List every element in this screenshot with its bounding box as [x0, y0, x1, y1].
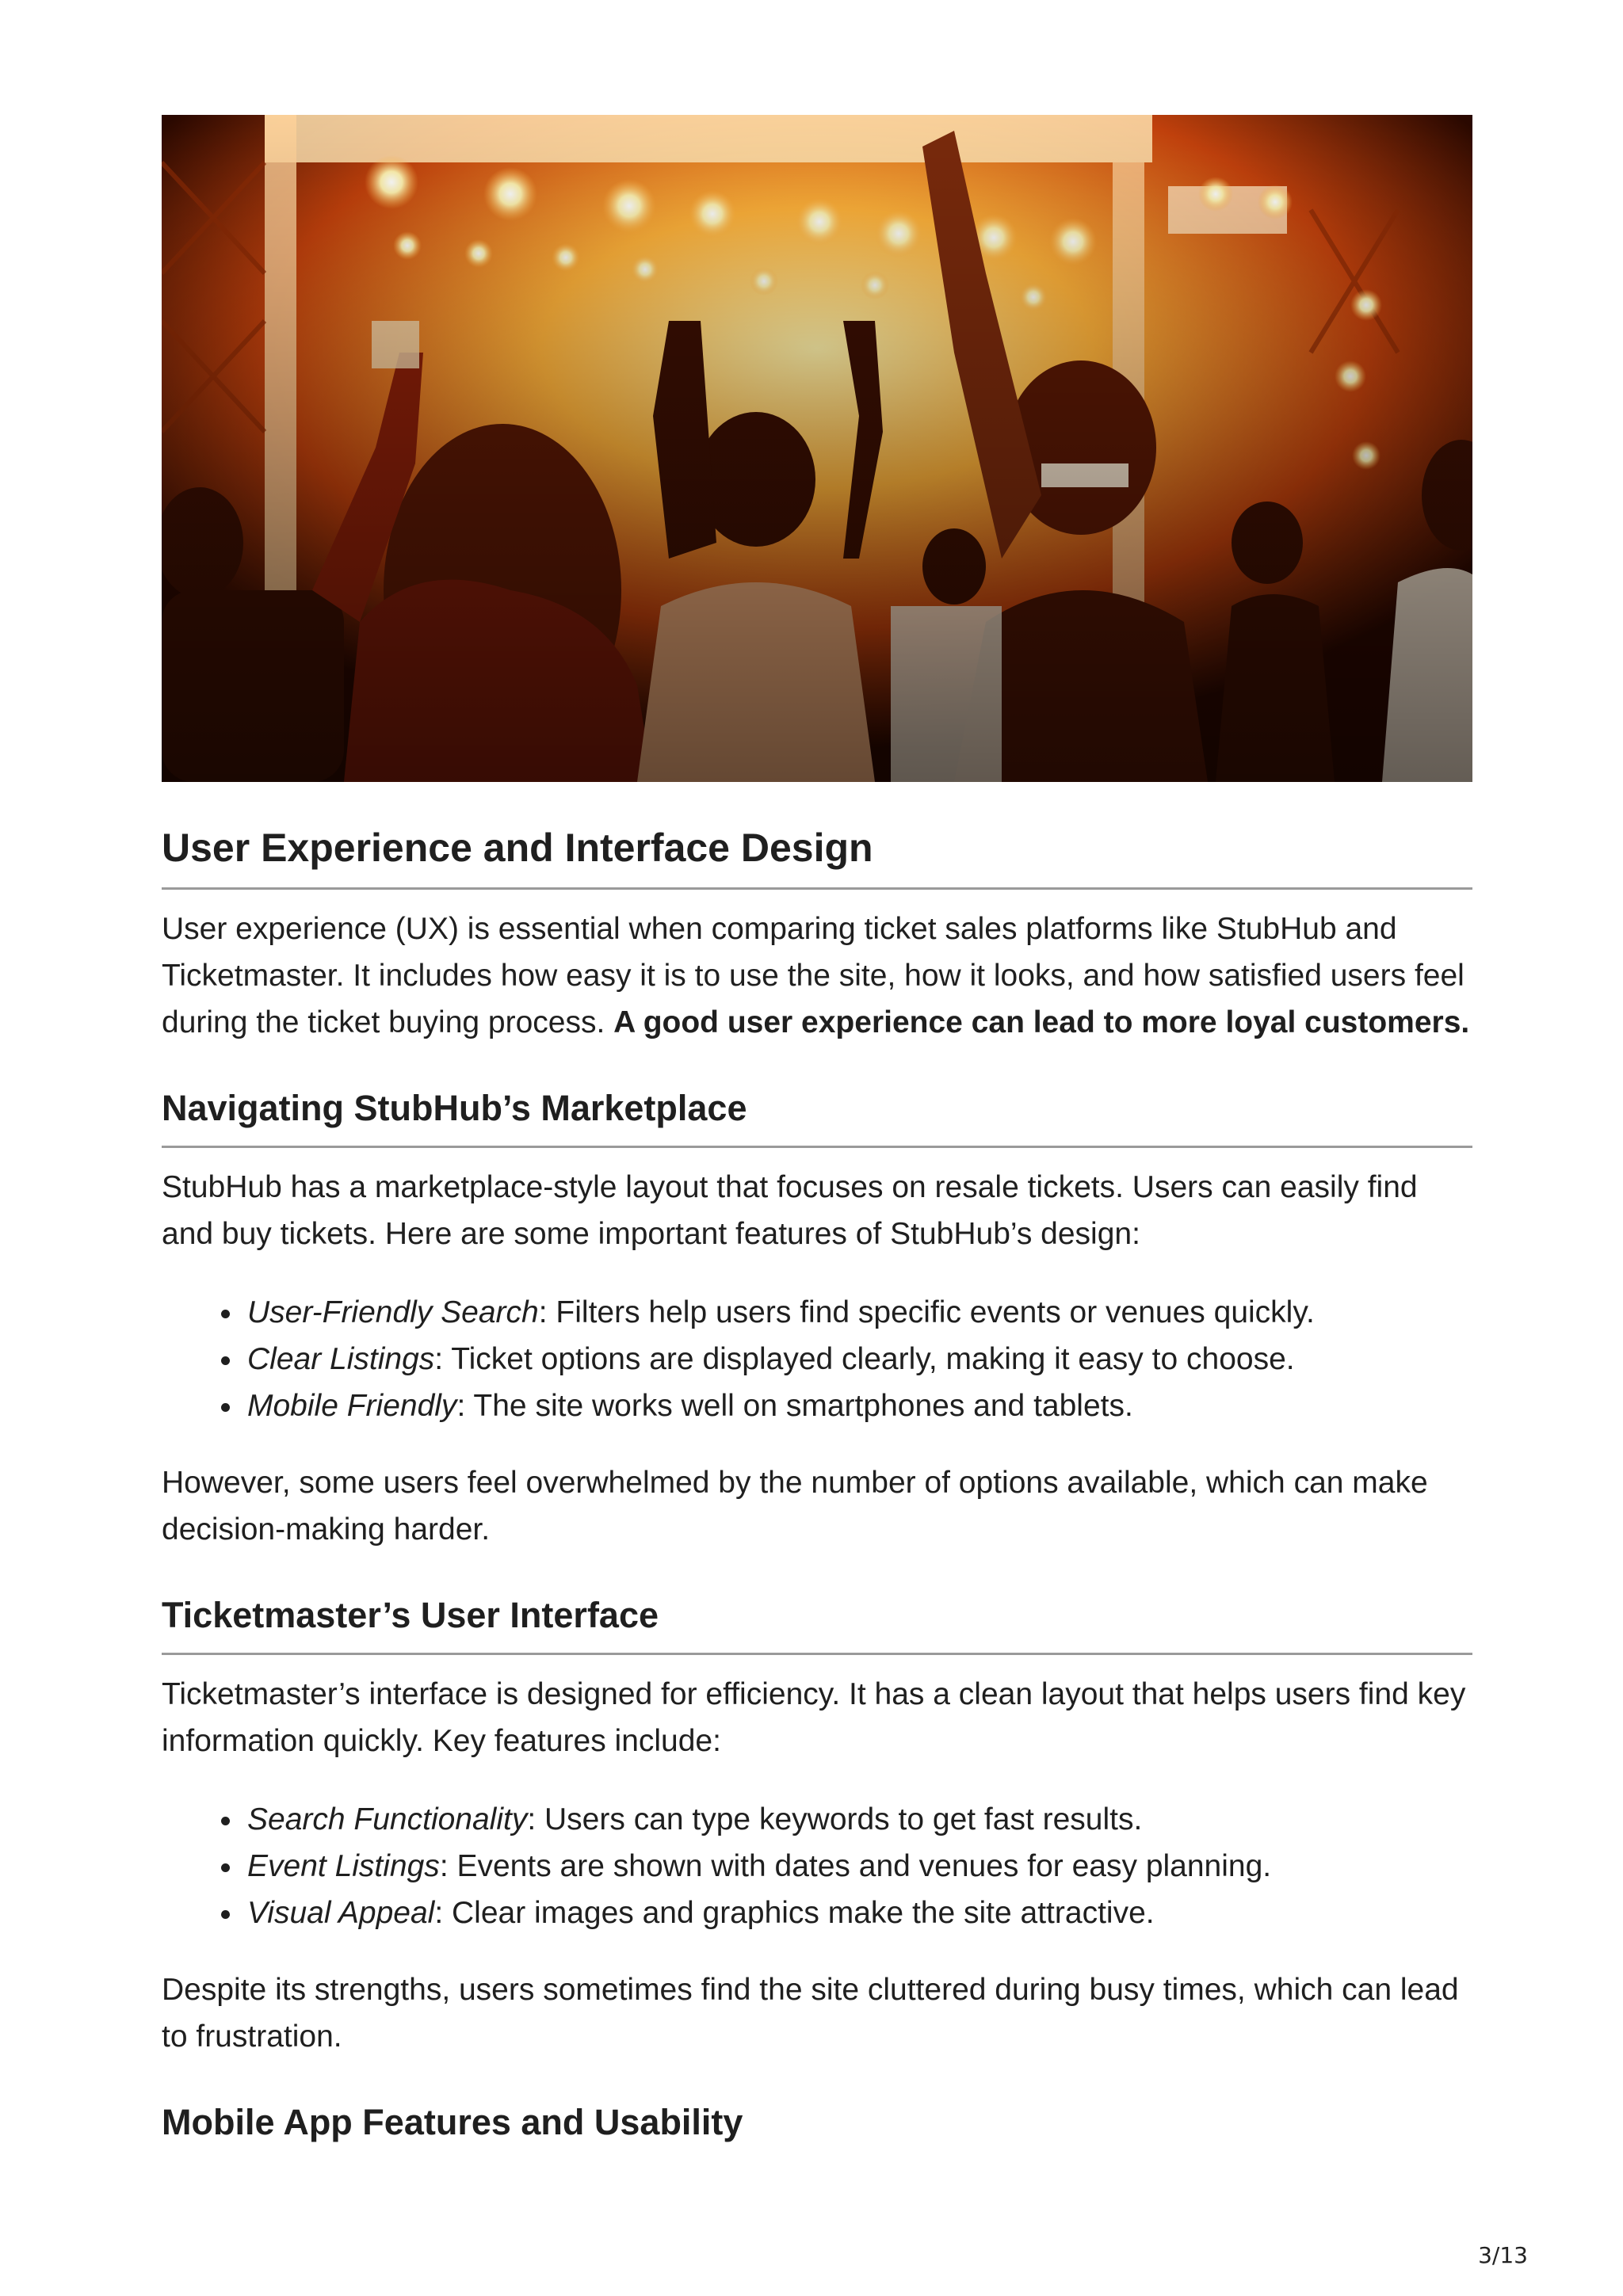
list-item — [244, 1843, 1472, 1890]
section-heading-stubhub: Navigating StubHub’s Marketplace — [162, 1087, 1472, 1148]
ux-intro-paragraph — [162, 906, 1472, 1046]
list-item — [244, 1890, 1472, 1936]
ticketmaster-outro-paragraph: Despite its strengths, users sometimes find the site cluttered during busy times, which can lead to frustration. — [162, 1973, 1459, 2054]
section-heading-mobile: Mobile App Features and Usability — [162, 2102, 743, 2142]
concert-crowd-illustration — [162, 115, 1472, 782]
list-item — [244, 1796, 1472, 1843]
ux-intro-text: User experience (UX) is essential when comparing ticket sales platforms like StubHub and Ticketmaster. It includes how easy it is to use the site, how it looks, and how satisfied users feel during the ticket buying process. — [162, 912, 1465, 1039]
feature-text: : Filters help users find specific events or venues quickly. — [538, 1295, 1315, 1329]
concert-crowd-photo — [162, 115, 1472, 782]
feature-term: User-Friendly Search — [247, 1295, 539, 1329]
stubhub-intro-paragraph: StubHub has a marketplace-style layout that focuses on resale tickets. Users can easily find and buy tickets. Here are some important features of StubHub’s design: — [162, 1170, 1418, 1251]
feature-term: Mobile Friendly — [247, 1389, 457, 1423]
feature-text: : The site works well on smartphones and tablets. — [456, 1389, 1133, 1423]
feature-term: Event Listings — [247, 1849, 440, 1883]
list-item — [244, 1383, 1472, 1429]
stubhub-outro-paragraph: However, some users feel overwhelmed by the number of options available, which can make decision-making harder. — [162, 1466, 1428, 1547]
ticketmaster-features-list — [162, 1796, 1472, 1936]
page-number: 3/13 — [1478, 2242, 1528, 2268]
feature-term: Clear Listings — [247, 1342, 435, 1376]
stubhub-features-list — [162, 1289, 1472, 1429]
list-item — [244, 1336, 1472, 1383]
list-item — [244, 1289, 1472, 1336]
feature-text: : Events are shown with dates and venues for easy planning. — [439, 1849, 1272, 1883]
ux-intro-bold: A good user experience can lead to more loyal customers. — [613, 1005, 1470, 1039]
feature-term: Visual Appeal — [247, 1896, 435, 1930]
feature-text: : Users can type keywords to get fast results. — [527, 1802, 1143, 1836]
feature-text: : Ticket options are displayed clearly, making it easy to choose. — [434, 1342, 1295, 1376]
section-heading-ux: User Experience and Interface Design — [162, 824, 1472, 890]
article-body — [162, 824, 1472, 2160]
feature-term: Search Functionality — [247, 1802, 528, 1836]
feature-text: : Clear images and graphics make the site attractive. — [434, 1896, 1155, 1930]
section-heading-ticketmaster: Ticketmaster’s User Interface — [162, 1594, 1472, 1655]
ticketmaster-intro-paragraph: Ticketmaster’s interface is designed for efficiency. It has a clean layout that helps users find key information quickly. Key features include: — [162, 1677, 1466, 1758]
